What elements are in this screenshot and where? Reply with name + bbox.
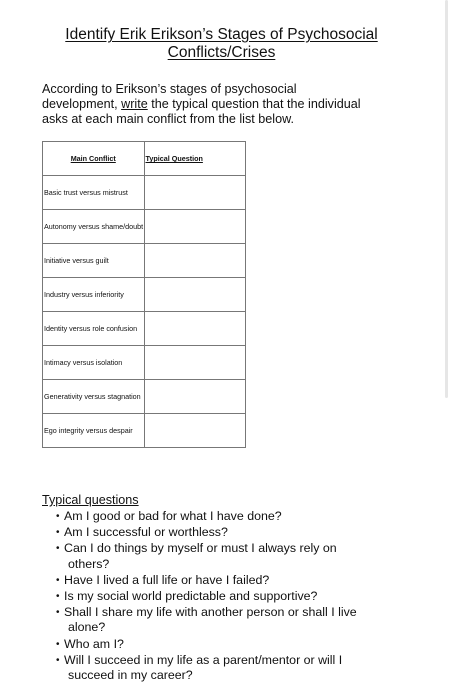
conflict-cell: Initiative versus guilt: [43, 244, 145, 278]
list-item: [58, 653, 398, 683]
answer-cell[interactable]: [144, 414, 246, 448]
answer-cell[interactable]: [144, 210, 246, 244]
table-row: [43, 244, 246, 278]
question-text: Is my social world predictable and supportive?: [64, 589, 318, 604]
conflict-cell: Ego integrity versus despair: [43, 414, 145, 448]
header-typical-question: Typical Question: [144, 142, 246, 176]
question-text: Will I succeed in my life as a parent/mentor or will I: [64, 652, 343, 667]
conflict-cell: Intimacy versus isolation: [43, 346, 145, 380]
answer-cell[interactable]: [144, 346, 246, 380]
answer-cell[interactable]: [144, 176, 246, 210]
instructions-line-2-end: the typical question that the individual: [147, 97, 361, 111]
table-row: [43, 346, 246, 380]
question-text: Who am I?: [64, 636, 124, 651]
vertical-scrollbar[interactable]: [445, 0, 448, 398]
question-text: Am I good or bad for what I have done?: [64, 509, 282, 523]
table-row: [43, 278, 246, 312]
list-item: [58, 525, 398, 540]
list-item: [58, 605, 398, 635]
conflict-cell: Generativity versus stagnation: [43, 380, 145, 414]
page-title: [40, 26, 403, 62]
instructions-line-2: [42, 97, 402, 112]
conflict-cell: Industry versus inferiority: [43, 278, 145, 312]
conflict-table-container: [42, 141, 246, 448]
conflict-cell: Basic trust versus mistrust: [43, 176, 145, 210]
instructions-write-emphasis: write: [121, 97, 148, 111]
conflict-cell: Identity versus role confusion: [43, 312, 145, 346]
conflict-cell: Autonomy versus shame/doubt: [43, 210, 145, 244]
question-text-continuation: succeed in my career?: [68, 668, 193, 683]
question-text: Shall I share my life with another person or shall I live: [64, 605, 357, 620]
table-row: [43, 380, 246, 414]
list-item: [58, 589, 398, 604]
question-text: Can I do things by myself or must I always rely on: [64, 541, 337, 556]
question-text-continuation: alone?: [68, 620, 106, 635]
list-item: [58, 541, 398, 571]
header-main-conflict: Main Conflict: [43, 142, 145, 176]
instructions-line-1: According to Erikson’s stages of psychosocial: [42, 82, 297, 96]
table-row: [43, 210, 246, 244]
answer-cell[interactable]: [144, 278, 246, 312]
instructions-paragraph: [42, 82, 402, 127]
answer-cell[interactable]: [144, 312, 246, 346]
table-row: [43, 414, 246, 448]
table-header-row: [43, 142, 246, 176]
table-row: [43, 176, 246, 210]
answer-cell[interactable]: [144, 244, 246, 278]
answer-cell[interactable]: [144, 380, 246, 414]
question-text-continuation: others?: [68, 556, 110, 571]
typical-questions-heading: Typical questions: [42, 493, 139, 507]
list-item: [58, 573, 398, 588]
question-text: Am I successful or worthless?: [64, 525, 228, 540]
conflict-question-table: [42, 141, 246, 448]
question-text: Have I lived a full life or have I failed?: [64, 572, 270, 587]
table-row: [43, 312, 246, 346]
list-item: [58, 509, 398, 524]
typical-questions-list: [58, 509, 398, 684]
list-item: [58, 637, 398, 652]
instructions-line-3: asks at each main conflict from the list below.: [42, 112, 294, 126]
title-line-2: Conflicts/Crises: [167, 44, 276, 61]
instructions-line-2-start: development,: [42, 97, 122, 111]
title-line-1: Identify Erik Erikson’s Stages of Psychosocial: [65, 26, 378, 43]
